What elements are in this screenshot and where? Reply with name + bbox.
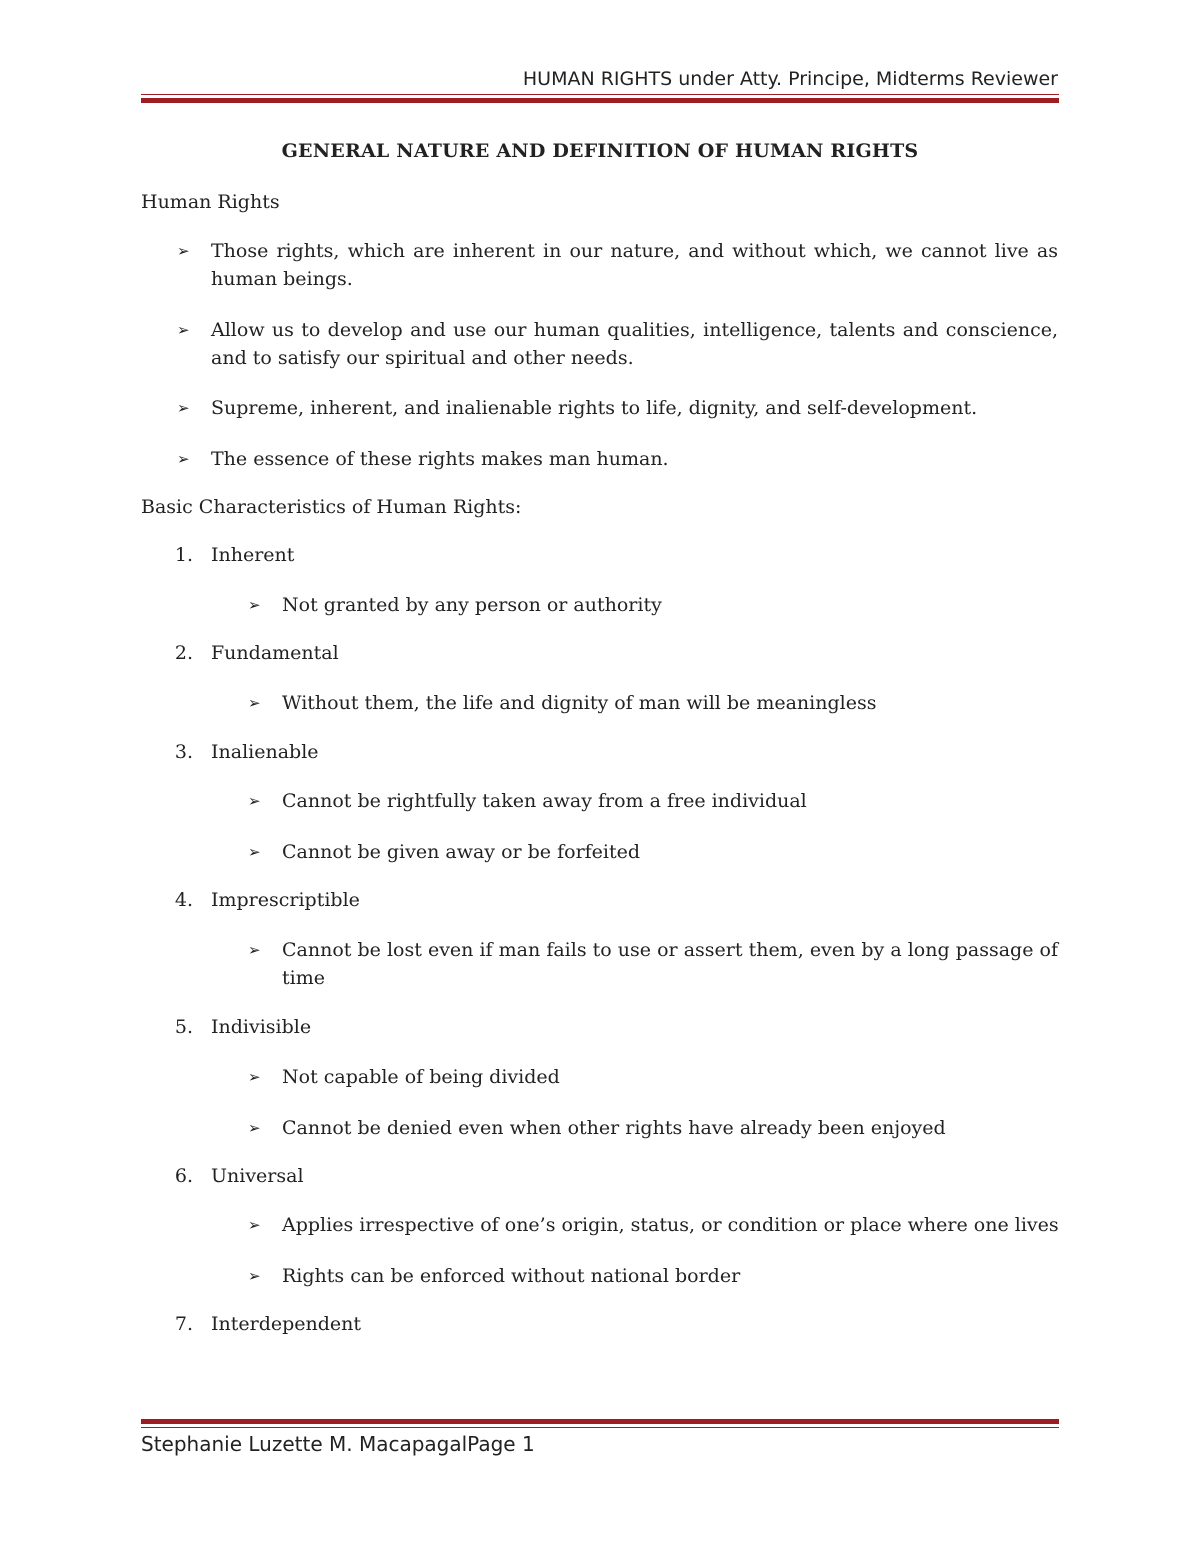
- characteristic-label: Inalienable: [211, 741, 319, 763]
- characteristic-detail: Not capable of being divided: [282, 1066, 560, 1088]
- arrow-bullet-icon: ➢: [248, 1119, 261, 1137]
- arrow-bullet-icon: ➢: [248, 843, 261, 861]
- characteristic-detail: Cannot be rightfully taken away from a free individual: [282, 790, 807, 812]
- list-number: 3.: [174, 741, 193, 763]
- footer-author: Stephanie Luzette M. Macapagal: [141, 1432, 468, 1456]
- characteristic-detail: Applies irrespective of one’s origin, status, or condition or place where one lives: [282, 1214, 1059, 1236]
- characteristic-label: Inherent: [211, 544, 295, 566]
- footer-rule-thick: [141, 1419, 1059, 1424]
- characteristic-label: Universal: [211, 1165, 304, 1187]
- arrow-bullet-icon: ➢: [177, 242, 190, 260]
- list-number: 2.: [174, 642, 193, 664]
- characteristic-detail: Cannot be lost even if man fails to use or assert them, even by a long passage of time: [282, 939, 1058, 989]
- intro-bullet-3: Supreme, inherent, and inalienable rights to life, dignity, and self-development.: [211, 397, 978, 419]
- list-number: 7.: [174, 1313, 193, 1335]
- document-title: GENERAL NATURE AND DEFINITION OF HUMAN RIGHTS: [281, 140, 919, 162]
- arrow-bullet-icon: ➢: [248, 941, 261, 959]
- characteristic-label: Indivisible: [211, 1016, 312, 1038]
- footer-page-number: 1: [521, 1432, 535, 1456]
- arrow-bullet-icon: ➢: [248, 1267, 261, 1285]
- intro-bullet-1: Those rights, which are inherent in our nature, and without which, we cannot live as human beings.: [211, 240, 1058, 290]
- intro-bullet-2: Allow us to develop and use our human qualities, intelligence, talents and conscience, and to satisfy our spiritual and other needs.: [211, 319, 1058, 369]
- characteristic-label: Fundamental: [211, 642, 339, 664]
- list-number: 4.: [174, 889, 193, 911]
- characteristic-detail: Not granted by any person or authority: [282, 594, 662, 616]
- running-header: HUMAN RIGHTS under Atty. Principe, Midterms Reviewer: [522, 68, 1058, 90]
- characteristic-detail: Without them, the life and dignity of man will be meaningless: [282, 692, 877, 714]
- header-rule-thick: [141, 98, 1059, 103]
- header-rule-thin: [141, 94, 1059, 95]
- arrow-bullet-icon: ➢: [177, 450, 190, 468]
- intro-bullet-4: The essence of these rights makes man human.: [211, 448, 669, 470]
- arrow-bullet-icon: ➢: [248, 1216, 261, 1234]
- list-number: 1.: [174, 544, 193, 566]
- section-heading-human-rights: Human Rights: [141, 191, 280, 213]
- footer-page-label: Page: [467, 1432, 516, 1456]
- characteristic-detail: Cannot be denied even when other rights have already been enjoyed: [282, 1117, 946, 1139]
- list-number: 6.: [174, 1165, 193, 1187]
- footer-rule-thin: [141, 1427, 1059, 1428]
- list-number: 5.: [174, 1016, 193, 1038]
- characteristic-detail: Rights can be enforced without national border: [282, 1265, 741, 1287]
- arrow-bullet-icon: ➢: [177, 321, 190, 339]
- arrow-bullet-icon: ➢: [248, 1068, 261, 1086]
- arrow-bullet-icon: ➢: [177, 399, 190, 417]
- page-footer: [141, 1432, 535, 1456]
- arrow-bullet-icon: ➢: [248, 694, 261, 712]
- characteristic-detail: Cannot be given away or be forfeited: [282, 841, 641, 863]
- characteristic-label: Imprescriptible: [211, 889, 360, 911]
- section-heading-characteristics: Basic Characteristics of Human Rights:: [141, 496, 522, 518]
- characteristic-label: Interdependent: [211, 1313, 362, 1335]
- arrow-bullet-icon: ➢: [248, 792, 261, 810]
- arrow-bullet-icon: ➢: [248, 596, 261, 614]
